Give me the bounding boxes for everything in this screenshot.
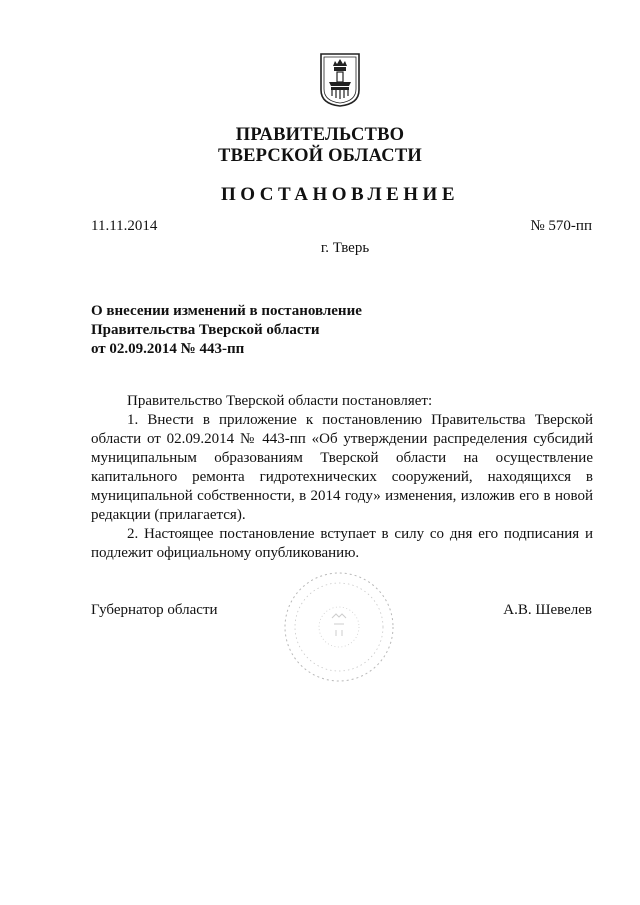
subject-line2: Правительства Тверской области [91,322,320,338]
subject-line3: от 02.09.2014 № 443-пп [91,341,245,357]
authority-name-line1: ПРАВИТЕЛЬСТВО [235,125,405,145]
authority-name-line2: ТВЕРСКОЙ ОБЛАСТИ [218,146,422,166]
resolution-item-2: 2. Настоящее постановление вступает в силу со дня его подписания и подлежит официальному опубликованию. [91,526,593,561]
document-date: 11.11.2014 [91,218,158,234]
document-type: ПОСТАНОВЛЕНИЕ [220,184,460,205]
signatory-position: Губернатор области [91,602,218,618]
document-body [91,392,593,563]
subject-line1: О внесении изменений в постановление [91,303,362,319]
document-city: г. Тверь [320,240,370,256]
document-number: № 570-пп [530,218,592,234]
document-subject [91,302,362,359]
signatory-name: А.В. Шевелев [503,602,592,618]
official-seal-icon [280,568,398,686]
resolution-item-1: 1. Внести в приложение к постановлению Правительства Тверской области от 02.09.2014 № 443-пп «Об утверждении распределения субсидий муниципальным образованиям Тверской области на осуществление капитального ремонта гидротехнических сооружений, находящихся в муниципальной собственности, в 2014 году» изменения, изложив его в новой редакции (прилагается). [91,412,593,523]
tver-coat-of-arms-icon [319,52,361,108]
preamble: Правительство Тверской области постановляет: [127,393,433,409]
